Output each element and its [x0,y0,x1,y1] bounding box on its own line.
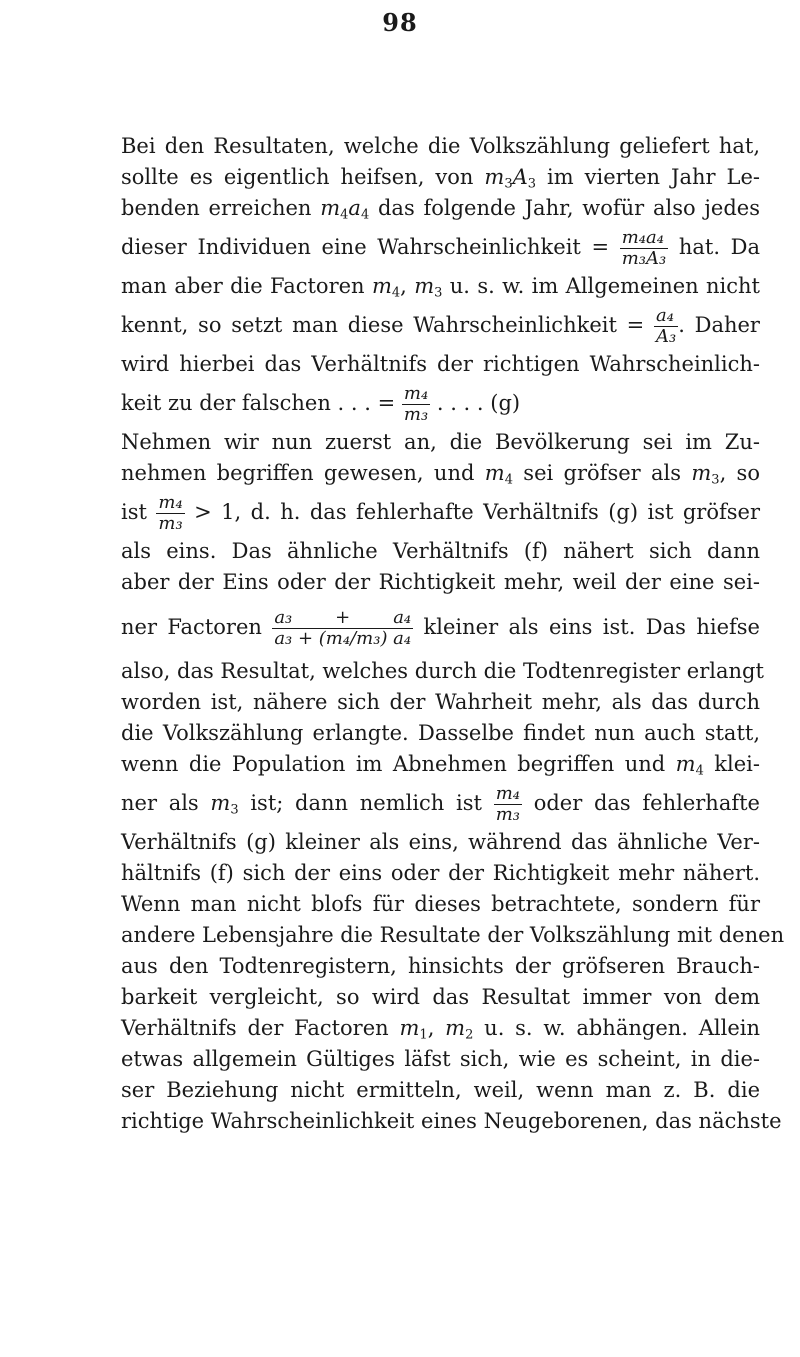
text-line: Verhältnifs (g) kleiner als eins, während das ähnliche Ver- [121,830,760,854]
text-line: worden ist, nähere sich der Wahrheit mehr, als das durch [121,690,760,714]
math-var: $m_4$ [484,461,513,488]
math-var: $m_1$ [399,1016,428,1043]
text-line: Nehmen wir nun zuerst an, die Bevölkerung sei im Zu- [121,430,760,454]
text-line: richtige Wahrscheinlichkeit eines Neugeborenen, das nächste [121,1109,782,1133]
math-var: $m_4$ [675,752,704,779]
fraction: $\frac{\text{m₄a₄}}{\text{m₃A₃}}$ [621,227,667,269]
text-line: aus den Todtenregistern, hinsichts der gröfseren Brauch- [121,954,760,978]
text-line: ist $\frac{\text{m₄}}{\text{m₃}}$ > 1, d. h. das fehlerhafte Verhältnifs (g) ist gröfser [121,492,760,534]
text-line: etwas allgemein Gültiges läfst sich, wie es scheint, in die- [121,1047,760,1071]
text-line: aber der Eins oder der Richtigkeit mehr, weil der eine sei- [121,570,760,594]
text-line: nehmen begriffen gewesen, und $m_4$ sei gröfser als $m_3$, so [121,461,760,488]
text-line: die Volkszählung erlangte. Dasselbe findet nun auch statt, [121,721,760,745]
body-text [121,131,785,1137]
text-line: ner Factoren $\frac{\text{a₃ + a₄}}{\text{a₃ + (m₄/m₃) a₄}}$ kleiner als eins ist. Das hiefse [121,607,760,649]
text-line: ner als $m_3$ ist; dann nemlich ist $\frac{\text{m₄}}{\text{m₃}}$ oder das fehlerhafte [121,783,760,825]
text-line: andere Lebensjahre die Resultate der Volkszählung mit denen [121,923,785,947]
text-line: dieser Individuen eine Wahrscheinlichkeit = $\frac{\text{m₄a₄}}{\text{m₃A₃}}$ hat. Da [121,227,760,269]
text-line: barkeit vergleicht, so wird das Resultat immer von dem [121,985,760,1009]
text-line: benden erreichen $m_4a_4$ das folgende Jahr, wofür also jedes [121,196,760,223]
text-line: hältnifs (f) sich der eins oder der Richtigkeit mehr nähert. [121,861,760,885]
text-line: wird hierbei das Verhältnifs der richtigen Wahrscheinlich- [121,352,760,376]
fraction: $\frac{\text{a₄}}{\text{A₃}}$ [655,305,677,347]
text-line: sollte es eigentlich heifsen, von $m_3A_3$ im vierten Jahr Le- [121,165,760,192]
text-line: Wenn man nicht blofs für dieses betrachtete, sondern für [121,892,760,916]
text-line: also, das Resultat, welches durch die Todtenregister erlangt [121,659,764,683]
math-var: $m_3A_3$ [484,165,537,192]
math-var: $m_4$ [371,274,401,301]
text-line: keit zu der falschen . . . = $\frac{\text{m₄}}{\text{m₃}}$ . . . . (g) [121,383,521,425]
text-line: als eins. Das ähnliche Verhältnifs (f) nähert sich dann [121,539,760,563]
text-line: man aber die Factoren $m_4$, $m_3$ u. s. w. im Allgemeinen nicht [121,274,760,301]
fraction: $\frac{\text{a₃ + a₄}}{\text{a₃ + (m₄/m₃) a₄}}$ [274,607,412,649]
page-number: 98 [382,8,418,37]
fraction: $\frac{\text{m₄}}{\text{m₃}}$ [403,383,429,425]
text-line: ser Beziehung nicht ermitteln, weil, wenn man z. B. die [121,1078,760,1102]
text-line: Verhältnifs der Factoren $m_1$, $m_2$ u. s. w. abhängen. Allein [121,1016,760,1043]
math-var: $m_3$ [414,274,443,301]
math-var: $m_4a_4$ [320,196,370,223]
fraction: $\frac{\text{m₄}}{\text{m₃}}$ [158,492,183,534]
text-line: wenn die Population im Abnehmen begriffen und $m_4$ klei- [121,752,760,779]
math-var: $m_3$ [691,461,720,488]
text-line: kennt, so setzt man diese Wahrscheinlichkeit = $\frac{\text{a₄}}{\text{A₃}}$ . Daher [121,305,760,347]
math-var: $m_3$ [210,791,239,818]
fraction: $\frac{\text{m₄}}{\text{m₃}}$ [495,783,520,825]
math-var: $m_2$ [445,1016,474,1043]
text-line: Bei den Resultaten, welche die Volkszählung geliefert hat, [121,134,760,158]
